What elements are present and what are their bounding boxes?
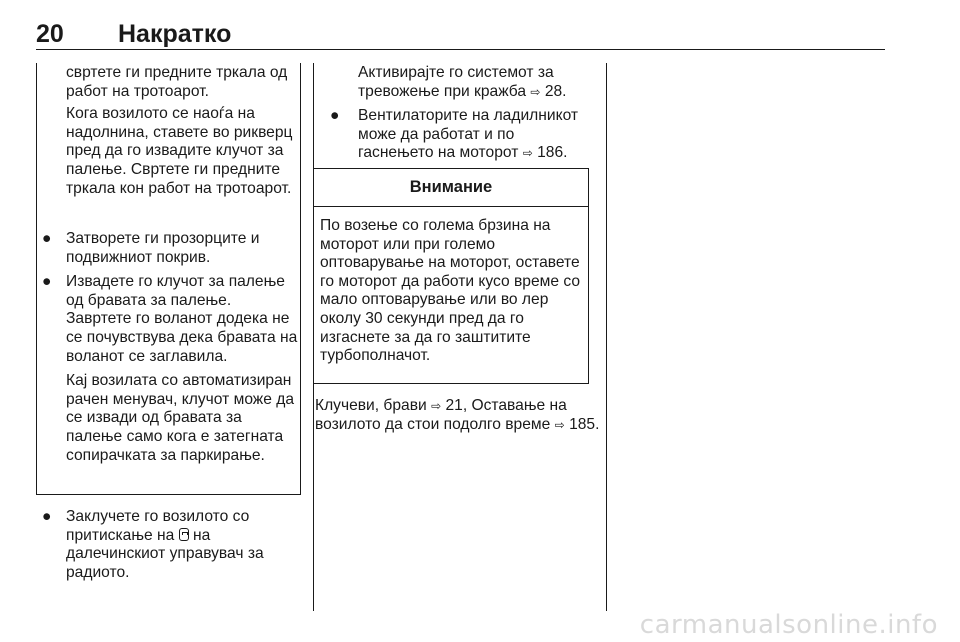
bullet-windows-text: Затворете ги прозорците и подвижниот покрив. [66, 230, 260, 266]
list-item [36, 230, 298, 267]
left-bottom-bullet [36, 508, 298, 588]
fans-ref: 186. [537, 144, 568, 162]
middle-column-top [330, 64, 592, 169]
references-paragraph [315, 397, 600, 434]
refs-text: Клучеви, брави [315, 397, 427, 414]
reference-arrow-icon: ⇨ [530, 84, 541, 99]
warning-title: Внимание [314, 169, 588, 207]
lock-key-icon [179, 528, 189, 541]
auto-paragraph-wrap [36, 372, 298, 465]
list-item [330, 107, 592, 163]
column-divider-right [606, 63, 607, 611]
bullet-icon: ● [42, 508, 52, 525]
bullet-lock-text-2: на далечинскиот управувач за радиото. [66, 526, 264, 581]
bullet-icon: ● [42, 230, 52, 247]
fans-text: Вентилаторите на ладилникот може да работат и по гаснењето на моторот [358, 107, 579, 162]
reference-arrow-icon: ⇨ [522, 146, 533, 161]
bullet-lock-text-1: Заклучете го возилото со притискање на [66, 508, 250, 544]
page-number: 20 [36, 20, 64, 48]
refs-ref-2: 185. [569, 415, 600, 433]
alarm-ref: 28. [544, 82, 567, 100]
page-title: Накратко [118, 20, 232, 48]
column-divider-left-box [300, 63, 301, 495]
alarm-paragraph [330, 64, 592, 101]
bullet-icon: ● [330, 107, 340, 125]
bullet-key-text: Извадете го клучот за палење од бравата за палење. Завртете го воланот додека не се почувствува дека бравата на воланот се заглавила. [66, 273, 298, 365]
header-rule [36, 49, 885, 50]
refs-ref-1: 21, Оставање на возилото да стои подолго време [315, 397, 567, 433]
list-item [36, 273, 298, 366]
bullet-icon: ● [42, 273, 52, 291]
left-column [66, 64, 298, 204]
list-item [36, 508, 298, 582]
warning-box [313, 168, 589, 384]
reference-arrow-icon: ⇨ [554, 417, 565, 432]
continued-text: свртете ги предните тркала од работ на тротоарот. [66, 64, 288, 100]
alarm-text: Активирајте го системот за тревожење при кражба [358, 64, 554, 100]
left-box-bottom [36, 494, 300, 495]
reference-arrow-icon: ⇨ [431, 399, 442, 413]
watermark: carmanualsonline.info [639, 610, 938, 640]
hill-paragraph: Кога возилото се наоѓа на надолнина, ставете во рикверц пред да го извадите клучот за палење. Свртете ги предните тркала кон работ на тротоарот. [66, 105, 293, 197]
auto-paragraph: Кај возилата со автоматизиран рачен менувач, клучот може да се извади од бравата за палење само кога е затегната сопирачката за паркирање. [66, 372, 295, 464]
warning-text: По возење со голема брзина на моторот или при големо оптоварување на моторот, оставете го моторот да работи кусо време со мало оптоварување или во лер околу 30 секунди пред да го изгаснете за да го заштитите турбополначот. [320, 217, 581, 365]
left-bullets [36, 230, 298, 469]
